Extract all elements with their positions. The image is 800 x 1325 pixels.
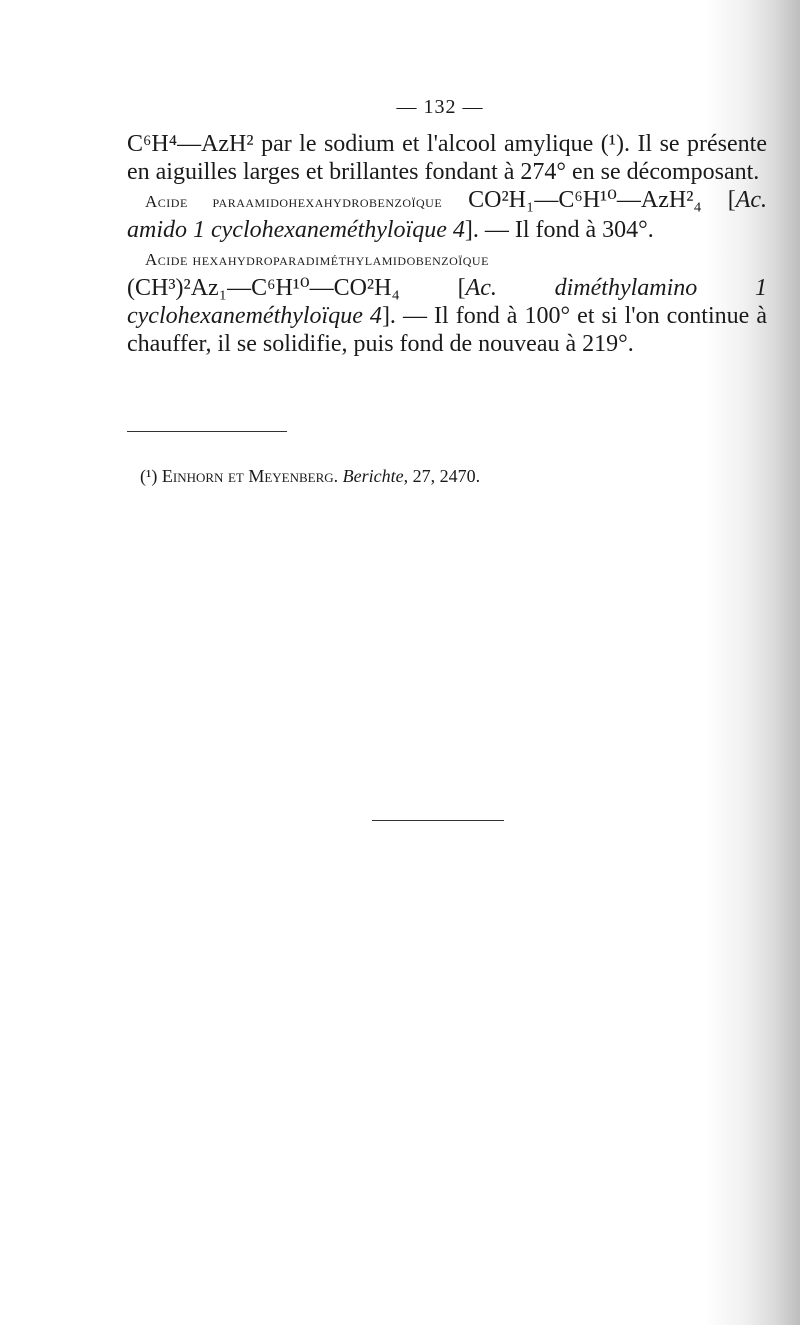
paragraph-2 <box>127 186 767 244</box>
end-divider <box>372 820 504 821</box>
footnote <box>140 465 700 487</box>
bracket-open: [ <box>457 275 466 301</box>
compound-title: Acide paraamidohexahydrobenzoïque <box>145 192 443 211</box>
footnote-journal: Berichte <box>342 466 404 486</box>
footnote-marker: (¹) <box>140 466 158 486</box>
paragraph-1 <box>127 130 767 186</box>
body-text <box>127 130 767 358</box>
formula: (CH³)²Az₁—C⁶H¹⁰—CO²H₄ <box>127 275 458 301</box>
page-number: — 132 — <box>396 96 484 118</box>
systematic-name: Ac. diméthylamino 1 cyclohexaneméthyloïque 4 <box>127 275 768 329</box>
paragraph-text: par le sodium et l'alcool amylique (¹). Il se présente en aiguilles larges et brillantes fondant à 274° en se décomposant. <box>127 131 767 185</box>
systematic-name: Ac. amido 1 cyclohexaneméthyloïque 4 <box>127 187 768 243</box>
bracket-open: [ <box>727 187 736 213</box>
paragraph-text: ]. — Il fond à 304°. <box>464 217 654 243</box>
paragraph-text: ]. — Il fond à 100° et si l'on continue à chauffer, il se solidifie, puis fond de nouveau à 219°. <box>127 303 767 357</box>
formula: CO²H₁—C⁶H¹⁰—AzH²₄ <box>442 187 728 213</box>
footnote-divider <box>127 431 287 432</box>
footnote-authors: Einhorn et Meyenberg. <box>161 466 339 486</box>
formula: C⁶H⁴—AzH² <box>127 131 254 157</box>
compound-title: Acide hexahydroparadiméthylamidobenzoïque <box>145 250 489 269</box>
paragraph-3 <box>127 244 767 358</box>
footnote-reference: , 27, 2470. <box>403 466 481 486</box>
